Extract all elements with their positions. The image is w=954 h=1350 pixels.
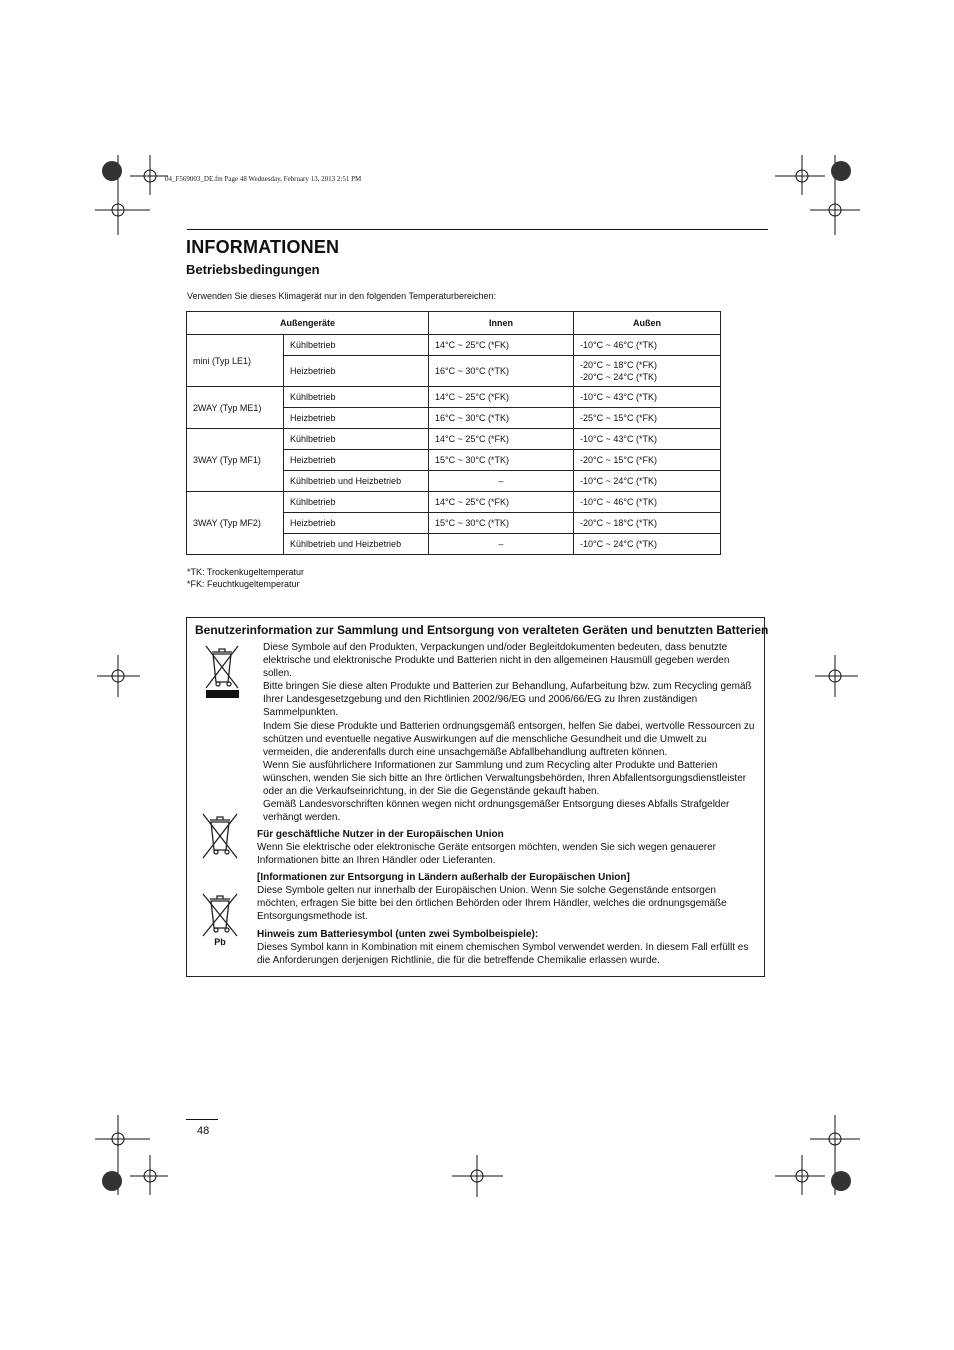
header-outdoor-units: Außengeräte	[187, 312, 429, 335]
mode-cell: Heizbetrieb	[284, 450, 429, 471]
intro-text: Verwenden Sie dieses Klimagerät nur in den folgenden Temperaturbereichen:	[187, 291, 497, 301]
indoor-cell: 15°C ~ 30°C (*TK)	[429, 513, 574, 534]
indoor-cell: –	[429, 471, 574, 492]
unit-cell: mini (Typ LE1)	[187, 335, 284, 387]
file-info-header: 04_F569003_DE.fm Page 48 Wednesday, February 13, 2013 2:51 PM	[165, 175, 362, 183]
section-text: Dieses Symbol kann in Kombination mit einem chemischen Symbol verwendet werden. In diesem Fall erfüllt es die Anforderungen derjenigen Richtlinie, die für die betreffende Chemikalie erlassen wurde.	[257, 942, 749, 967]
outdoor-cell: -20°C ~ 18°C (*TK)	[574, 513, 721, 534]
page-number: 48	[197, 1125, 210, 1137]
mode-cell: Kühlbetrieb	[284, 335, 429, 356]
indoor-cell: 16°C ~ 30°C (*TK)	[429, 356, 574, 387]
section-heading: Für geschäftliche Nutzer in der Europäischen Union	[257, 829, 504, 840]
paragraph: Wenn Sie ausführlichere Informationen zur Sammlung und zum Recycling alter Produkte und Batterien wünschen, wenden Sie sich bitte an Ihre örtlichen Verwaltungsbehörden, Ihren Abfallentsorgungsdienstleister oder an die Verkaufseinrichtung, in der Sie die Gegenstände gekauft haben.	[263, 759, 747, 798]
indoor-cell: 14°C ~ 25°C (*FK)	[429, 387, 574, 408]
section-heading: [Informationen zur Entsorgung in Ländern außerhalb der Europäischen Union]	[257, 872, 630, 883]
table-notes	[187, 566, 304, 590]
indoor-cell: 15°C ~ 30°C (*TK)	[429, 450, 574, 471]
weee-bin-icon	[200, 812, 240, 860]
table-row	[187, 429, 721, 450]
outside-eu-section	[257, 871, 757, 923]
unit-cell: 2WAY (Typ ME1)	[187, 387, 284, 429]
indoor-cell: 14°C ~ 25°C (*FK)	[429, 429, 574, 450]
outdoor-value: -20°C ~ 18°C (*FK)	[580, 360, 657, 370]
mode-cell: Kühlbetrieb	[284, 492, 429, 513]
weee-bin-icon	[202, 642, 242, 700]
mode-cell: Kühlbetrieb	[284, 387, 429, 408]
section-text: Wenn Sie elektrische oder elektronische Geräte entsorgen möchten, wenden Sie sich wegen genauerer Informationen bitte an Ihren Händler oder Lieferanten.	[257, 842, 716, 867]
section-text: Diese Symbole gelten nur innerhalb der Europäischen Union. Wenn Sie solche Gegenstände entsorgen möchten, erfragen Sie bitte bei den örtlichen Behörden oder Ihrem Händler, welches die ordnungsgemäße Entsorgungsmethode ist.	[257, 885, 727, 923]
outdoor-cell: -10°C ~ 46°C (*TK)	[574, 492, 721, 513]
mode-cell: Kühlbetrieb und Heizbetrieb	[284, 534, 429, 555]
indoor-cell: 14°C ~ 25°C (*FK)	[429, 335, 574, 356]
section-subtitle: Betriebsbedingungen	[186, 262, 320, 277]
pb-label: Pb	[214, 937, 226, 947]
top-rule	[187, 229, 768, 230]
battery-bin-icon	[200, 893, 240, 947]
mode-cell: Heizbetrieb	[284, 513, 429, 534]
unit-cell: 3WAY (Typ MF2)	[187, 492, 284, 555]
paragraph: Bitte bringen Sie diese alten Produkte und Batterien zur Behandlung, Aufarbeitung bzw. zum Recycling gemäß Ihrer Landesgesetzgebung und den Richtlinien 2002/96/EG und 2006/66/EG zu Ihren zuständigen Sammelpunkten.	[263, 681, 752, 719]
disposal-main-text	[263, 641, 758, 824]
outdoor-cell: -10°C ~ 43°C (*TK)	[574, 429, 721, 450]
note-tk: *TK: Trockenkugeltemperatur	[187, 567, 305, 577]
outdoor-cell: -10°C ~ 46°C (*TK)	[574, 335, 721, 356]
unit-cell: 3WAY (Typ MF1)	[187, 429, 284, 492]
temperature-table	[186, 311, 721, 555]
table-row	[187, 492, 721, 513]
page-title: INFORMATIONEN	[186, 237, 340, 257]
mode-cell: Heizbetrieb	[284, 356, 429, 387]
business-users-section	[257, 828, 757, 867]
paragraph: Diese Symbole auf den Produkten, Verpackungen und/oder Begleitdokumenten bedeuten, dass benutzte elektrische und elektronische Produkte und Batterien nicht in den allgemeinen Hausmüll gegeben werden sollen.	[263, 642, 730, 680]
paragraph: Gemäß Landesvorschriften können wegen nicht ordnungsgemäßer Entsorgung dieses Abfalls Strafgelder verhängt werden.	[263, 799, 730, 824]
indoor-cell: 14°C ~ 25°C (*FK)	[429, 492, 574, 513]
table-header-row	[187, 312, 721, 335]
outdoor-cell: -10°C ~ 24°C (*TK)	[574, 534, 721, 555]
header-indoor: Innen	[429, 312, 574, 335]
section-heading: Hinweis zum Batteriesymbol (unten zwei Symbolbeispiele):	[257, 929, 539, 940]
mode-cell: Kühlbetrieb und Heizbetrieb	[284, 471, 429, 492]
paragraph: Indem Sie diese Produkte und Batterien ordnungsgemäß entsorgen, helfen Sie dabei, wertvolle Ressourcen zu schützen und eventuelle negative Auswirkungen auf die menschliche Gesundheit und die Umwelt zu vermeiden, die anderenfalls durch eine unsachgemäße Abfallbehandlung auftreten können.	[263, 720, 755, 758]
battery-symbol-section	[257, 928, 757, 967]
header-outdoor: Außen	[574, 312, 721, 335]
table-row	[187, 335, 721, 356]
note-fk: *FK: Feuchtkugeltemperatur	[187, 579, 300, 589]
outdoor-cell	[574, 356, 721, 387]
mode-cell: Kühlbetrieb	[284, 429, 429, 450]
disposal-info-title: Benutzerinformation zur Sammlung und Entsorgung von veralteten Geräten und benutzten Batterien	[195, 623, 769, 637]
outdoor-cell: -10°C ~ 24°C (*TK)	[574, 471, 721, 492]
outdoor-cell: -20°C ~ 15°C (*FK)	[574, 450, 721, 471]
mode-cell: Heizbetrieb	[284, 408, 429, 429]
table-row	[187, 387, 721, 408]
indoor-cell: 16°C ~ 30°C (*TK)	[429, 408, 574, 429]
indoor-cell: –	[429, 534, 574, 555]
outdoor-cell: -25°C ~ 15°C (*FK)	[574, 408, 721, 429]
page-number-rule	[186, 1119, 218, 1120]
outdoor-cell: -10°C ~ 43°C (*TK)	[574, 387, 721, 408]
outdoor-value: -20°C ~ 24°C (*TK)	[580, 372, 657, 382]
